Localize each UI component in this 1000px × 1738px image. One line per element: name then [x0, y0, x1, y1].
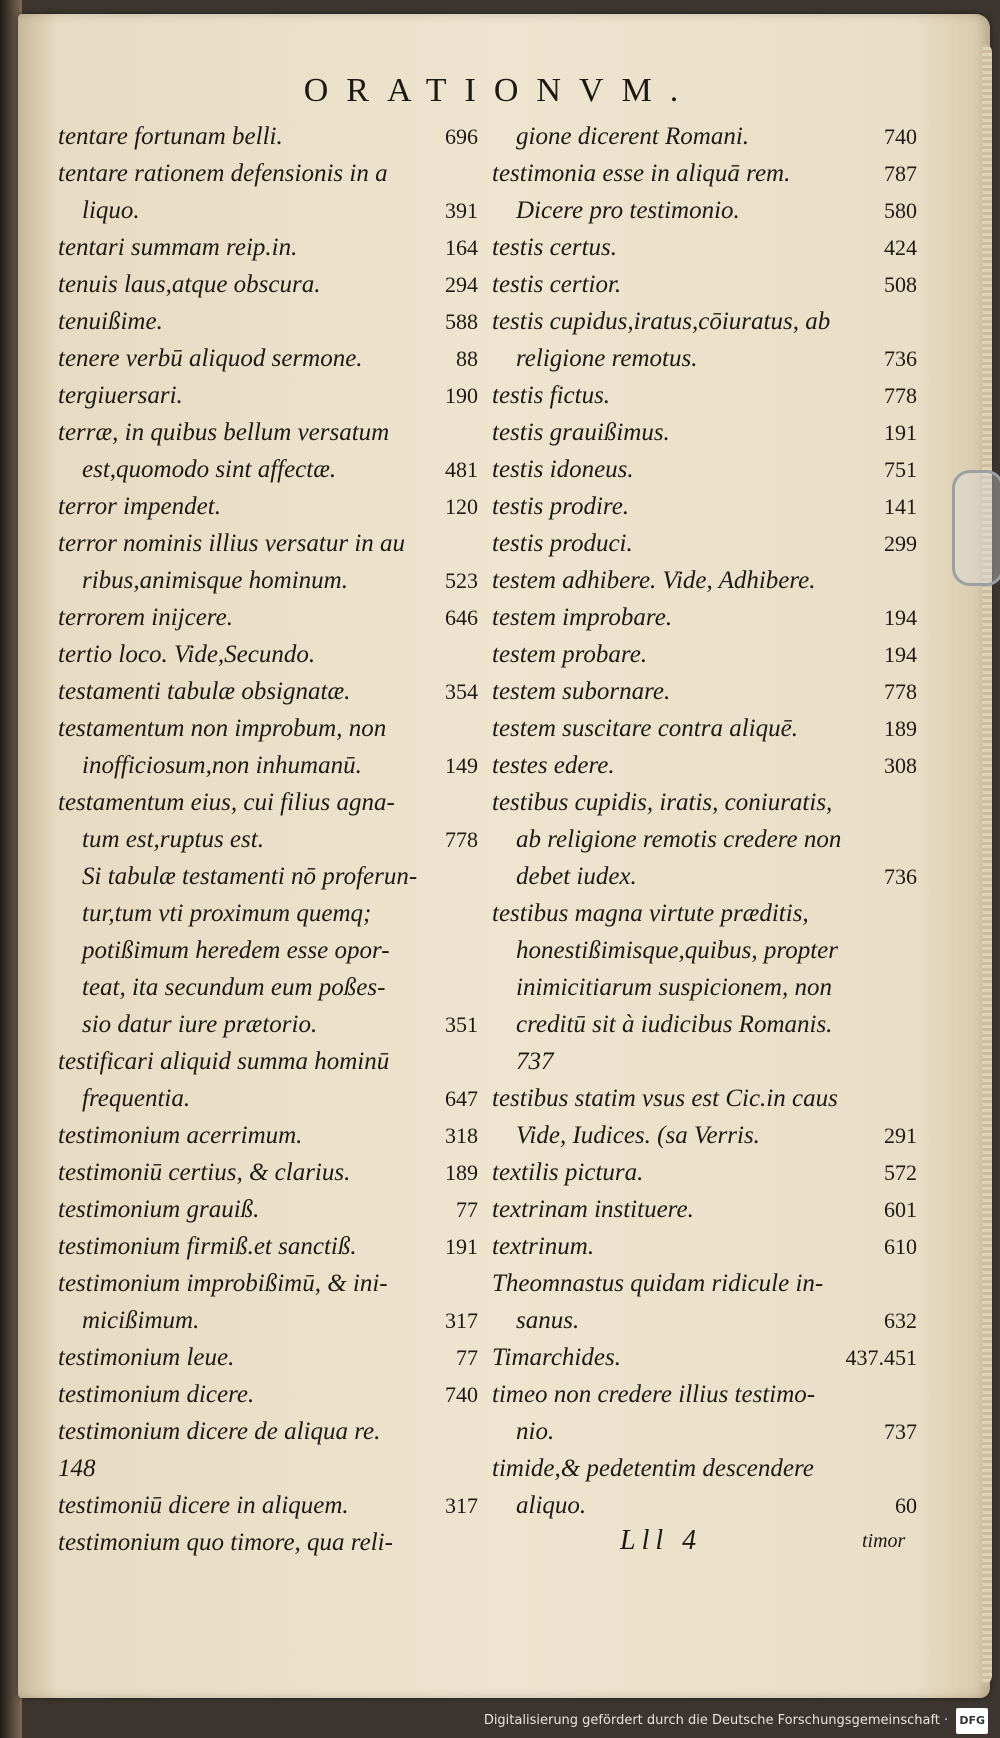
index-entry-page-number: 740: [445, 1382, 478, 1407]
index-entry-page-number: 317: [445, 1493, 478, 1518]
index-entry-text: textrinam instituere.: [492, 1196, 694, 1223]
index-entry-text: tur,tum vti proximum quemq;: [82, 900, 372, 927]
index-entry-page-number: 523: [445, 568, 478, 593]
index-entry-text: tenuißime.: [58, 308, 163, 335]
index-entry: [58, 414, 478, 451]
index-entry-page-number: 191: [884, 420, 917, 445]
index-entry-page-number: 737: [884, 1419, 917, 1444]
index-entry-text: sanus.: [516, 1307, 580, 1334]
index-entry: [58, 488, 478, 525]
index-entry-text: testibus cupidis, iratis, coniuratis,: [492, 789, 833, 816]
index-entry: [58, 229, 478, 266]
index-entry-text: testimonium dicere.: [58, 1381, 255, 1408]
index-entry-text: tentare fortunam belli.: [58, 123, 283, 150]
index-entry: [58, 1450, 478, 1487]
index-entry-page-number: 318: [445, 1123, 478, 1148]
index-entry: [492, 451, 917, 488]
index-column-right: [492, 118, 917, 1524]
index-entry-text: est,quomodo sint affectæ.: [82, 456, 337, 483]
index-entry-text: timeo non credere illius testimo-: [492, 1381, 816, 1408]
index-entry-page-number: 189: [884, 716, 917, 741]
index-entry-page-number: 696: [445, 124, 478, 149]
index-entry-text: testem improbare.: [492, 604, 673, 631]
index-entry-text: tergiuersari.: [58, 382, 183, 409]
index-entry-text: Dicere pro testimonio.: [516, 197, 740, 224]
index-entry-text: testibus magna virtute præditis,: [492, 900, 809, 927]
index-entry-text: tenere verbū aliquod sermone.: [58, 345, 363, 372]
index-entry: [58, 1302, 478, 1339]
index-entry: [492, 1043, 917, 1080]
index-entry: [58, 1228, 478, 1265]
index-entry-text: testibus statim vsus est Cic.in caus: [492, 1085, 838, 1112]
index-entry-page-number: 60: [895, 1493, 917, 1518]
footer-text: Digitalisierung gefördert durch die Deutsche Forschungsgemeinschaft ·: [483, 1713, 949, 1728]
index-entry-page-number: 88: [456, 346, 478, 371]
index-entry: [58, 562, 478, 599]
index-entry-text: teat, ita secundum eum poßes-: [82, 974, 386, 1001]
index-entry: [492, 1450, 917, 1487]
index-entry-text: 737: [516, 1048, 554, 1075]
index-entry-text: testamenti tabulæ obsignatæ.: [58, 678, 351, 705]
index-entry-text: religione remotus.: [516, 345, 698, 372]
index-entry-text: testem suscitare contra aliquē.: [492, 715, 798, 742]
index-entry: [58, 636, 478, 673]
index-entry-page-number: 751: [884, 457, 917, 482]
index-entry-text: testimoniū certius, & clarius.: [58, 1159, 351, 1186]
index-entry-text: testes edere.: [492, 752, 615, 779]
index-entry: [492, 710, 917, 747]
index-entry: [58, 1524, 478, 1561]
index-entry-text: tentari summam reip.in.: [58, 234, 298, 261]
index-entry: [492, 488, 917, 525]
index-entry-text: Vide, Iudices. (sa Verris.: [516, 1122, 760, 1149]
index-entry-text: testis certior.: [492, 271, 622, 298]
index-entry-text: Si tabulæ testamenti nō proferun-: [82, 863, 418, 890]
index-entry-text: testis cupidus,iratus,cōiuratus, ab: [492, 308, 831, 335]
index-entry-text: frequentia.: [82, 1085, 191, 1112]
index-entry-page-number: 189: [445, 1160, 478, 1185]
index-entry: [58, 710, 478, 747]
index-entry: [58, 1080, 478, 1117]
index-entry-text: ab religione remotis credere non: [516, 826, 842, 853]
index-entry-page-number: 601: [884, 1197, 917, 1222]
index-entry: [492, 673, 917, 710]
index-entry-page-number: 391: [445, 198, 478, 223]
index-entry-text: tenuis laus,atque obscura.: [58, 271, 321, 298]
index-entry-page-number: 149: [445, 753, 478, 778]
index-entry-text: liquo.: [82, 197, 140, 224]
index-entry-text: aliquo.: [516, 1492, 587, 1519]
index-entry: [58, 895, 478, 932]
index-entry-page-number: 424: [884, 235, 917, 260]
index-entry-page-number: 437.451: [845, 1345, 917, 1370]
index-entry-text: testimonia esse in aliquā rem.: [492, 160, 791, 187]
index-entry-text: testamentum non improbum, non: [58, 715, 387, 742]
index-entry: [58, 525, 478, 562]
index-entry: [58, 1339, 478, 1376]
index-entry: [58, 451, 478, 488]
index-entry: [492, 1228, 917, 1265]
index-entry-page-number: 354: [445, 679, 478, 704]
index-entry: [58, 1117, 478, 1154]
running-title: ORATIONVM.: [303, 72, 697, 109]
index-entry-page-number: 580: [884, 198, 917, 223]
index-entry-text: nio.: [516, 1418, 555, 1445]
index-entry-text: testimonium quo timore, qua reli-: [58, 1529, 393, 1556]
index-entry-page-number: 646: [445, 605, 478, 630]
catchword: timor: [862, 1530, 906, 1552]
index-entry-page-number: 299: [884, 531, 917, 556]
index-entry: [492, 155, 917, 192]
index-entry: [58, 599, 478, 636]
index-column-left: [58, 118, 478, 1561]
index-entry-page-number: 481: [445, 457, 478, 482]
index-entry-text: inofficiosum,non inhumanū.: [82, 752, 362, 779]
index-entry-text: Timarchides.: [492, 1344, 621, 1371]
index-entry-text: inimicitiarum suspicionem, non: [516, 974, 832, 1001]
index-entry-page-number: 194: [884, 642, 917, 667]
index-entry: [58, 1265, 478, 1302]
index-entry: [492, 747, 917, 784]
index-entry-page-number: 736: [884, 864, 917, 889]
index-entry-page-number: 572: [884, 1160, 917, 1185]
index-entry-page-number: 508: [884, 272, 917, 297]
index-entry-text: testimonium improbißimū, & ini-: [58, 1270, 388, 1297]
index-entry: [492, 266, 917, 303]
index-entry-text: creditū sit à iudicibus Romanis.: [516, 1011, 833, 1038]
index-entry-page-number: 191: [445, 1234, 478, 1259]
index-entry: [492, 377, 917, 414]
index-entry-text: testis fictus.: [492, 382, 611, 409]
index-entry-page-number: 141: [884, 494, 917, 519]
index-entry-text: timide,& pedetentim descendere: [492, 1455, 814, 1482]
index-entry-text: sio datur iure prætorio.: [82, 1011, 318, 1038]
signature-mark: Lll 4: [620, 1525, 703, 1556]
index-entry: [492, 1413, 917, 1450]
index-entry-page-number: 351: [445, 1012, 478, 1037]
index-entry-text: testem probare.: [492, 641, 648, 668]
index-entry: [58, 118, 478, 155]
index-entry: [58, 340, 478, 377]
index-entry-text: debet iudex.: [516, 863, 637, 890]
index-entry-text: testem adhibere. Vide, Adhibere.: [492, 567, 816, 594]
paper-clip-icon: [952, 470, 1000, 586]
index-entry-page-number: 308: [884, 753, 917, 778]
index-entry: [58, 821, 478, 858]
index-entry-page-number: 778: [445, 827, 478, 852]
index-entry-page-number: 632: [884, 1308, 917, 1333]
index-entry-text: textrinum.: [492, 1233, 595, 1260]
index-entry: [58, 303, 478, 340]
index-entry-page-number: 77: [456, 1345, 478, 1370]
index-entry: [58, 673, 478, 710]
index-entry-text: terror nominis illius versatur in au: [58, 530, 406, 557]
index-entry-text: testis grauißimus.: [492, 419, 670, 446]
index-entry: [492, 784, 917, 821]
index-entry-page-number: 294: [445, 272, 478, 297]
index-entry: [58, 155, 478, 192]
dfg-logo: DFG: [956, 1708, 988, 1734]
index-entry: [58, 1413, 478, 1450]
index-entry: [492, 1302, 917, 1339]
index-entry-page-number: 317: [445, 1308, 478, 1333]
index-entry-page-number: 610: [884, 1234, 917, 1259]
index-entry-text: 148: [58, 1455, 96, 1482]
index-entry: [58, 377, 478, 414]
index-entry: [492, 1117, 917, 1154]
index-entry-page-number: 778: [884, 383, 917, 408]
index-entry: [492, 932, 917, 969]
index-entry: [492, 1376, 917, 1413]
index-entry: [58, 784, 478, 821]
index-entry-text: testamentum eius, cui filius agna-: [58, 789, 395, 816]
index-entry: [58, 192, 478, 229]
index-entry-page-number: 120: [445, 494, 478, 519]
index-entry: [492, 340, 917, 377]
index-entry: [492, 636, 917, 673]
index-entry-page-number: 740: [884, 124, 917, 149]
index-entry: [492, 821, 917, 858]
index-entry-page-number: 787: [884, 161, 917, 186]
index-entry-text: honestißimisque,quibus, propter: [516, 937, 838, 964]
index-entry-text: testimonium acerrimum.: [58, 1122, 303, 1149]
index-entry: [58, 932, 478, 969]
index-entry: [58, 1043, 478, 1080]
index-entry-page-number: 588: [445, 309, 478, 334]
index-entry: [58, 1376, 478, 1413]
index-entry: [492, 414, 917, 451]
index-entry-text: tentare rationem defensionis in a: [58, 160, 388, 187]
index-entry-page-number: 190: [445, 383, 478, 408]
index-entry-text: gione dicerent Romani.: [516, 123, 750, 150]
index-entry-text: Theomnastus quidam ridicule in-: [492, 1270, 824, 1297]
index-entry-page-number: 194: [884, 605, 917, 630]
index-entry: [492, 192, 917, 229]
index-entry: [58, 266, 478, 303]
index-entry-text: terror impendet.: [58, 493, 221, 520]
index-entry: [492, 858, 917, 895]
index-entry-text: micißimum.: [82, 1307, 200, 1334]
index-entry: [58, 969, 478, 1006]
index-entry-text: tum est,ruptus est.: [82, 826, 264, 853]
index-entry: [492, 525, 917, 562]
index-entry-text: testificari aliquid summa hominū: [58, 1048, 390, 1075]
index-entry-page-number: 164: [445, 235, 478, 260]
index-entry: [58, 747, 478, 784]
index-entry-text: potißimum heredem esse opor-: [82, 937, 390, 964]
index-entry: [58, 1191, 478, 1228]
index-entry: [58, 1487, 478, 1524]
index-entry: [58, 1154, 478, 1191]
digitization-footer: [0, 1708, 1000, 1734]
index-entry-text: testimonium dicere de aliqua re.: [58, 1418, 381, 1445]
index-entry-text: testimoniū dicere in aliquem.: [58, 1492, 349, 1519]
index-entry: [492, 1265, 917, 1302]
index-entry: [492, 1339, 917, 1376]
index-entry: [492, 1080, 917, 1117]
index-entry-page-number: 736: [884, 346, 917, 371]
index-entry-text: testis certus.: [492, 234, 617, 261]
index-entry-page-number: 77: [456, 1197, 478, 1222]
index-entry: [492, 562, 917, 599]
index-entry-page-number: 778: [884, 679, 917, 704]
page-edge: [982, 44, 992, 1684]
index-entry-text: testis idoneus.: [492, 456, 634, 483]
index-entry: [492, 1487, 917, 1524]
index-entry-text: tertio loco. Vide,Secundo.: [58, 641, 316, 668]
index-entry-text: testimonium firmiß.et sanctiß.: [58, 1233, 357, 1260]
index-entry-text: testis prodire.: [492, 493, 630, 520]
index-entry-text: textilis pictura.: [492, 1159, 644, 1186]
index-entry-text: terræ, in quibus bellum versatum: [58, 419, 390, 446]
index-entry-page-number: 647: [445, 1086, 478, 1111]
index-entry: [492, 303, 917, 340]
index-entry-text: ribus,animisque hominum.: [82, 567, 348, 594]
index-entry-text: testimonium grauiß.: [58, 1196, 260, 1223]
index-entry-text: testem subornare.: [492, 678, 671, 705]
index-entry: [492, 599, 917, 636]
index-entry: [492, 895, 917, 932]
index-entry: [58, 1006, 478, 1043]
index-entry: [58, 858, 478, 895]
index-entry: [492, 229, 917, 266]
index-entry-text: testis produci.: [492, 530, 633, 557]
index-entry-page-number: 291: [884, 1123, 917, 1148]
index-entry: [492, 1006, 917, 1043]
index-entry: [492, 1154, 917, 1191]
index-entry-text: terrorem inijcere.: [58, 604, 233, 631]
index-entry-text: testimonium leue.: [58, 1344, 235, 1371]
index-entry: [492, 118, 917, 155]
index-entry: [492, 969, 917, 1006]
index-entry: [492, 1191, 917, 1228]
